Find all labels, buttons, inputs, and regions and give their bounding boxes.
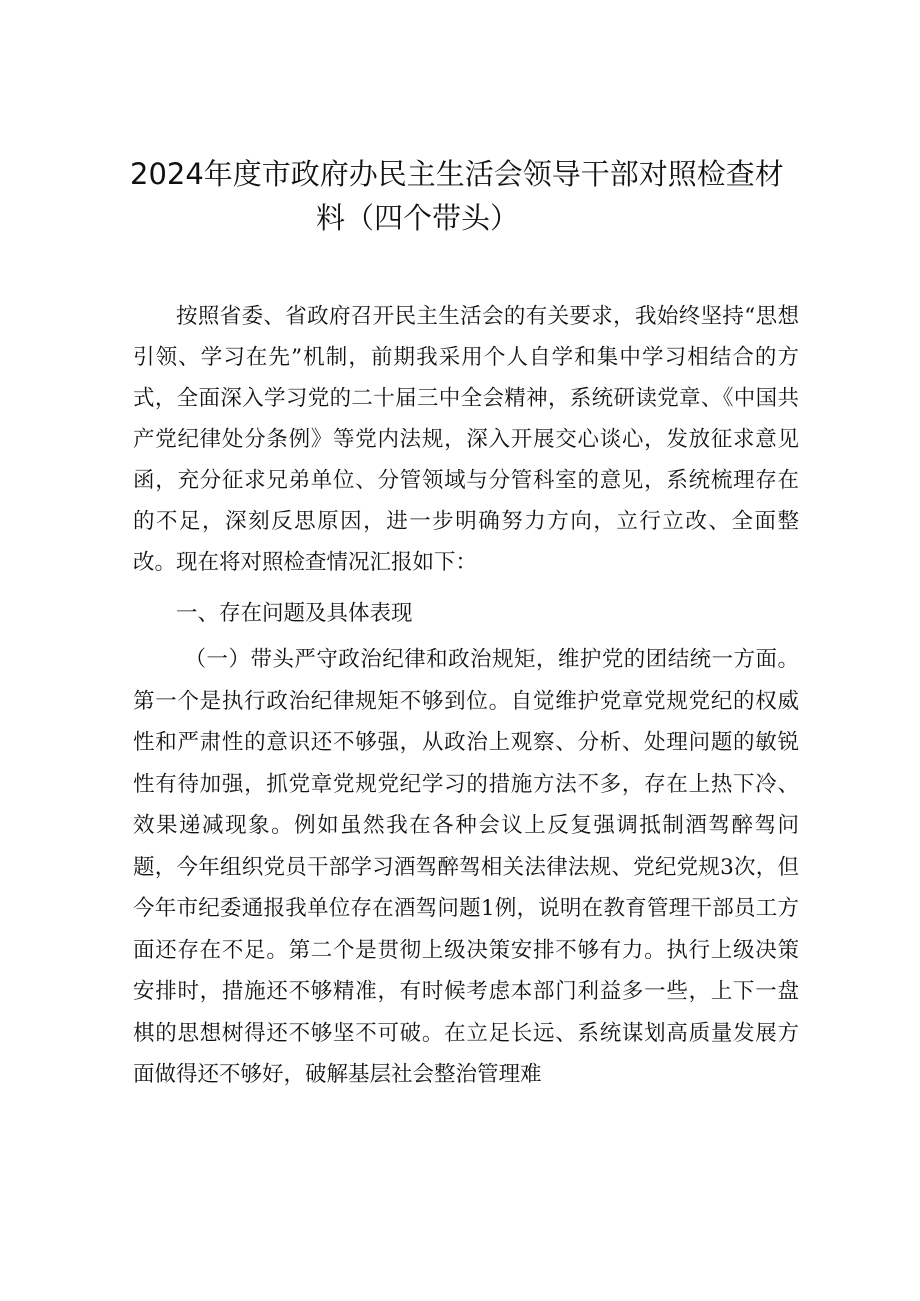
section-heading: 一、存在问题及具体表现 <box>176 601 413 626</box>
intro-paragraph: 按照省委、省政府召开民主生活会的有关要求，我始终坚持“思想引领、学习在先”机制，前期我采用个人自学和集中学习相结合的方式，全面深入学习党的二十届三中全会精神，系统研读党章、《中国共产党纪律处分条例》等党内法规，深入开展交心谈心，发放征求意见函，充分征求兄弟单位、分管领域与分管科室的意见，系统梳理存在的不足，深刻反思原因，进一步明确努力方向，立行立改、全面整改。现在将对照检查情况汇报如下： <box>133 304 799 575</box>
title-line-1: 2024年度市政府办民主生活会领导干部对照检查材 <box>130 157 784 191</box>
title-line-2: 料（四个带头） <box>316 201 520 235</box>
document-title <box>130 152 810 240</box>
document-body <box>133 296 799 1096</box>
subsection-paragraph: （一）带头严守政治纪律和政治规矩，维护党的团结统一方面。第一个是执行政治纪律规矩不够到位。自觉维护党章党规党纪的权威性和严肃性的意识还不够强，从政治上观察、分析、处理问题的敏锐性有待加强，抓党章党规党纪学习的措施方法不多，存在上热下冷、效果递减现象。例如虽然我在各种会议上反复强调抵制酒驾醉驾问题，今年组织党员干部学习酒驾醉驾相关法律法规、党纪党规3次，但今年市纪委通报我单位存在酒驾问题1例，说明在教育管理干部员工方面还存在不足。第二个是贯彻上级决策安排不够有力。执行上级决策安排时，措施还不够精准，有时候考虑本部门利益多一些，上下一盘棋的思想树得还不够坚不可破。在立足长远、系统谋划高质量发展方面做得还不够好，破解基层社会整治管理难 <box>133 647 799 1087</box>
